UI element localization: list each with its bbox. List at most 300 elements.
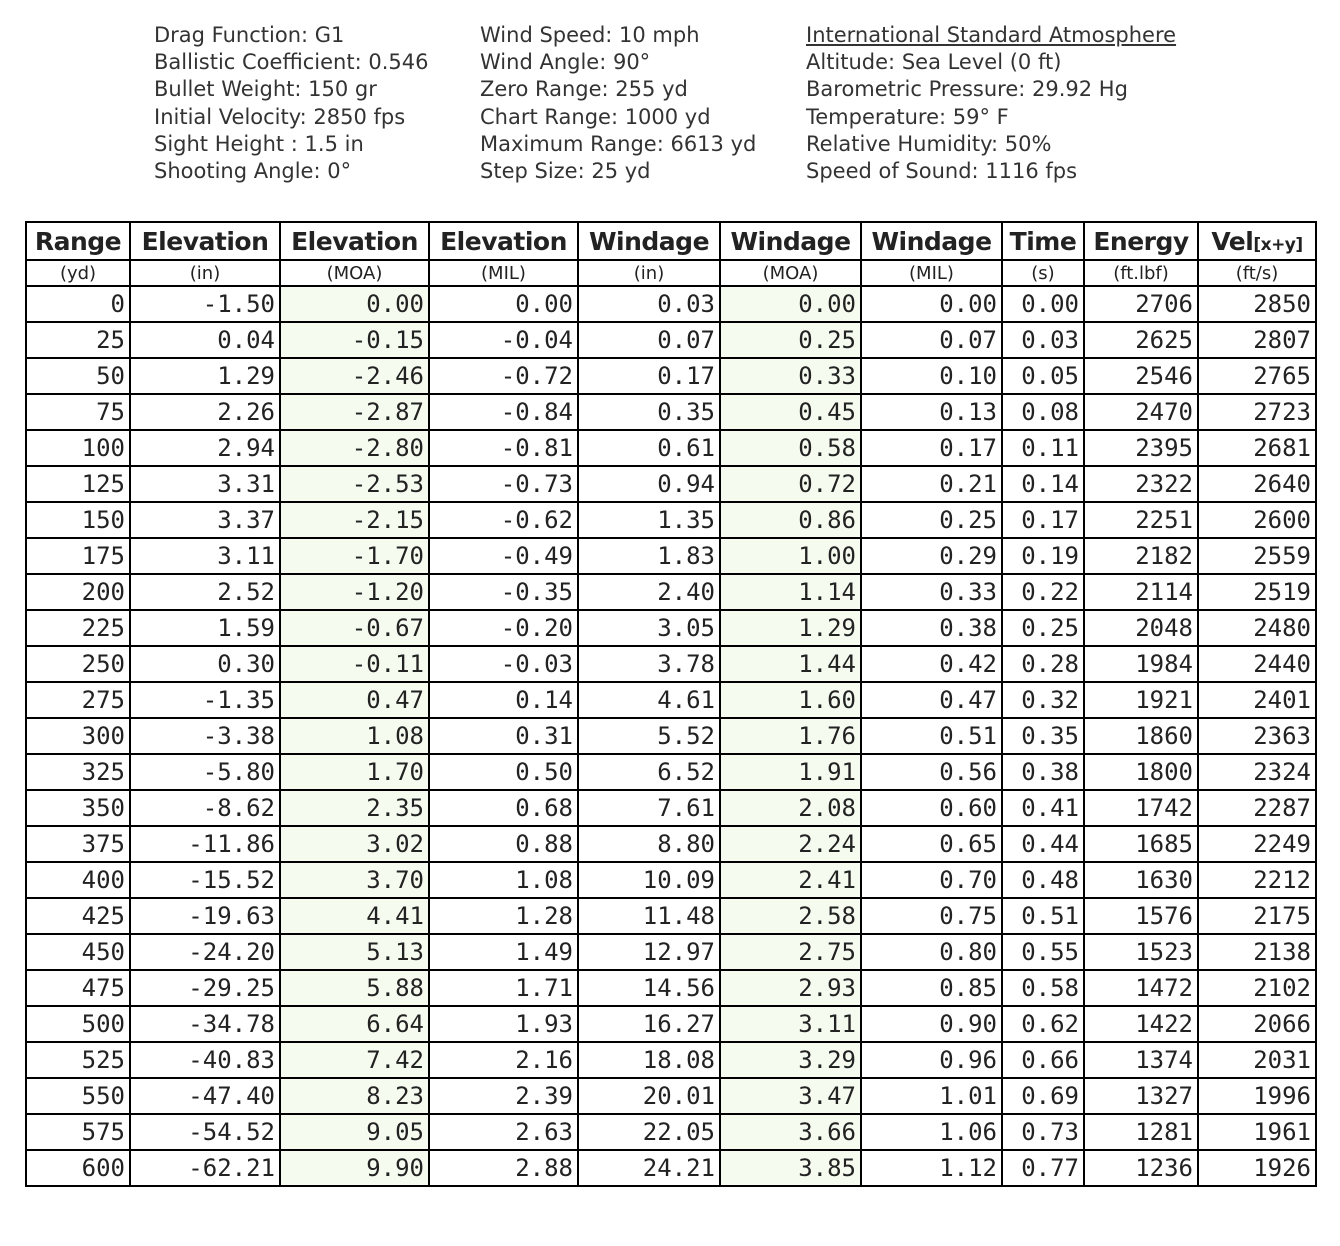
cell-elevation-mil: 2.16 [429, 1042, 578, 1078]
cell-range: 325 [26, 754, 130, 790]
table-row [26, 682, 1316, 718]
cell-velocity: 2212 [1198, 862, 1316, 898]
cell-elevation-in: -1.50 [130, 286, 280, 322]
cell-elevation-moa: -2.46 [280, 358, 429, 394]
header-row [26, 222, 1316, 260]
param-drag-function: Drag Function: G1 [154, 23, 345, 47]
cell-elevation-moa: 2.35 [280, 790, 429, 826]
col-header-energy: Energy [1084, 222, 1198, 260]
cell-windage-mil: 0.00 [861, 286, 1002, 322]
cell-time: 0.32 [1002, 682, 1084, 718]
unit-range: (yd) [26, 260, 130, 286]
cell-elevation-mil: 0.14 [429, 682, 578, 718]
cell-energy: 2625 [1084, 322, 1198, 358]
cell-time: 0.03 [1002, 322, 1084, 358]
cell-elevation-moa: 3.70 [280, 862, 429, 898]
cell-elevation-in: 1.59 [130, 610, 280, 646]
cell-windage-moa: 1.91 [720, 754, 861, 790]
cell-energy: 1630 [1084, 862, 1198, 898]
cell-windage-mil: 0.17 [861, 430, 1002, 466]
table-row [26, 646, 1316, 682]
cell-elevation-mil: -0.35 [429, 574, 578, 610]
cell-velocity: 2519 [1198, 574, 1316, 610]
cell-elevation-mil: -0.84 [429, 394, 578, 430]
cell-range: 275 [26, 682, 130, 718]
cell-time: 0.44 [1002, 826, 1084, 862]
cell-range: 375 [26, 826, 130, 862]
cell-windage-moa: 3.85 [720, 1150, 861, 1186]
cell-velocity: 2480 [1198, 610, 1316, 646]
col-header-elevation-moa: Elevation [280, 222, 429, 260]
cell-time: 0.77 [1002, 1150, 1084, 1186]
cell-windage-in: 11.48 [578, 898, 720, 934]
cell-elevation-moa: -0.15 [280, 322, 429, 358]
cell-energy: 2470 [1084, 394, 1198, 430]
cell-windage-moa: 1.00 [720, 538, 861, 574]
cell-elevation-moa: 9.05 [280, 1114, 429, 1150]
cell-elevation-in: 3.31 [130, 466, 280, 502]
cell-velocity: 2363 [1198, 718, 1316, 754]
cell-time: 0.00 [1002, 286, 1084, 322]
cell-elevation-mil: 0.31 [429, 718, 578, 754]
cell-windage-in: 0.94 [578, 466, 720, 502]
cell-elevation-mil: 2.63 [429, 1114, 578, 1150]
cell-energy: 1860 [1084, 718, 1198, 754]
cell-elevation-in: -62.21 [130, 1150, 280, 1186]
cell-windage-in: 22.05 [578, 1114, 720, 1150]
cell-windage-moa: 0.00 [720, 286, 861, 322]
col-header-windage-in: Windage [578, 222, 720, 260]
cell-windage-moa: 1.44 [720, 646, 861, 682]
cell-range: 300 [26, 718, 130, 754]
cell-elevation-moa: -0.67 [280, 610, 429, 646]
cell-windage-moa: 3.11 [720, 1006, 861, 1042]
cell-energy: 1984 [1084, 646, 1198, 682]
cell-elevation-mil: -0.72 [429, 358, 578, 394]
cell-range: 450 [26, 934, 130, 970]
cell-time: 0.22 [1002, 574, 1084, 610]
cell-elevation-mil: 0.68 [429, 790, 578, 826]
cell-elevation-moa: -2.87 [280, 394, 429, 430]
cell-elevation-mil: 1.93 [429, 1006, 578, 1042]
table-row [26, 358, 1316, 394]
cell-range: 525 [26, 1042, 130, 1078]
cell-windage-mil: 0.38 [861, 610, 1002, 646]
table-row [26, 898, 1316, 934]
cell-elevation-mil: -0.81 [429, 430, 578, 466]
cell-range: 400 [26, 862, 130, 898]
cell-windage-mil: 0.56 [861, 754, 1002, 790]
cell-windage-in: 0.03 [578, 286, 720, 322]
unit-windage-in: (in) [578, 260, 720, 286]
cell-elevation-moa: 8.23 [280, 1078, 429, 1114]
cell-time: 0.66 [1002, 1042, 1084, 1078]
cell-windage-in: 8.80 [578, 826, 720, 862]
cell-range: 500 [26, 1006, 130, 1042]
param-shooting-angle: Shooting Angle: 0° [154, 159, 352, 184]
cell-energy: 2706 [1084, 286, 1198, 322]
cell-range: 50 [26, 358, 130, 394]
cell-windage-moa: 1.60 [720, 682, 861, 718]
unit-windage-moa: (MOA) [720, 260, 861, 286]
cell-elevation-in: -5.80 [130, 754, 280, 790]
cell-velocity: 2559 [1198, 538, 1316, 574]
cell-windage-mil: 0.33 [861, 574, 1002, 610]
cell-elevation-in: 3.11 [130, 538, 280, 574]
cell-velocity: 2102 [1198, 970, 1316, 1006]
cell-energy: 1921 [1084, 682, 1198, 718]
cell-elevation-in: -54.52 [130, 1114, 280, 1150]
cell-velocity: 2175 [1198, 898, 1316, 934]
cell-elevation-mil: 1.49 [429, 934, 578, 970]
cell-time: 0.28 [1002, 646, 1084, 682]
trajectory-table-container [25, 221, 1315, 1187]
unit-windage-mil: (MIL) [861, 260, 1002, 286]
param-chart-range: Chart Range: 1000 yd [480, 104, 711, 129]
cell-energy: 1374 [1084, 1042, 1198, 1078]
cell-velocity: 1996 [1198, 1078, 1316, 1114]
cell-elevation-moa: -2.53 [280, 466, 429, 502]
table-row [26, 574, 1316, 610]
cell-windage-in: 3.78 [578, 646, 720, 682]
cell-windage-moa: 0.72 [720, 466, 861, 502]
cell-elevation-mil: 2.88 [429, 1150, 578, 1186]
cell-energy: 2114 [1084, 574, 1198, 610]
cell-elevation-mil: -0.03 [429, 646, 578, 682]
cell-elevation-mil: 1.28 [429, 898, 578, 934]
cell-windage-moa: 2.75 [720, 934, 861, 970]
cell-windage-in: 20.01 [578, 1078, 720, 1114]
unit-energy: (ft.lbf) [1084, 260, 1198, 286]
cell-windage-moa: 1.14 [720, 574, 861, 610]
cell-energy: 1327 [1084, 1078, 1198, 1114]
table-row [26, 430, 1316, 466]
cell-elevation-in: -1.35 [130, 682, 280, 718]
cell-windage-moa: 2.41 [720, 862, 861, 898]
cell-elevation-in: -3.38 [130, 718, 280, 754]
cell-elevation-moa: 6.64 [280, 1006, 429, 1042]
cell-time: 0.48 [1002, 862, 1084, 898]
cell-velocity: 1926 [1198, 1150, 1316, 1186]
cell-range: 575 [26, 1114, 130, 1150]
cell-windage-mil: 0.42 [861, 646, 1002, 682]
cell-elevation-mil: -0.73 [429, 466, 578, 502]
param-wind-angle: Wind Angle: 90° [480, 50, 651, 75]
cell-energy: 2395 [1084, 430, 1198, 466]
param-relative-humidity: Relative Humidity: 50% [806, 131, 1052, 156]
cell-windage-mil: 0.96 [861, 1042, 1002, 1078]
cell-elevation-in: 2.94 [130, 430, 280, 466]
cell-elevation-moa: 1.08 [280, 718, 429, 754]
cell-windage-moa: 3.66 [720, 1114, 861, 1150]
cell-time: 0.08 [1002, 394, 1084, 430]
cell-time: 0.58 [1002, 970, 1084, 1006]
cell-elevation-in: -11.86 [130, 826, 280, 862]
cell-elevation-moa: -1.70 [280, 538, 429, 574]
cell-windage-mil: 0.21 [861, 466, 1002, 502]
cell-windage-mil: 0.10 [861, 358, 1002, 394]
cell-range: 200 [26, 574, 130, 610]
cell-windage-mil: 0.85 [861, 970, 1002, 1006]
cell-elevation-in: -34.78 [130, 1006, 280, 1042]
cell-velocity: 2765 [1198, 358, 1316, 394]
cell-time: 0.55 [1002, 934, 1084, 970]
cell-velocity: 2640 [1198, 466, 1316, 502]
cell-velocity: 2600 [1198, 502, 1316, 538]
cell-elevation-mil: -0.20 [429, 610, 578, 646]
cell-energy: 2182 [1084, 538, 1198, 574]
cell-time: 0.62 [1002, 1006, 1084, 1042]
table-row [26, 790, 1316, 826]
cell-elevation-moa: 9.90 [280, 1150, 429, 1186]
col-header-elevation-mil: Elevation [429, 222, 578, 260]
unit-velocity: (ft/s) [1198, 260, 1316, 286]
param-initial-velocity: Initial Velocity: 2850 fps [154, 104, 406, 129]
cell-elevation-in: -47.40 [130, 1078, 280, 1114]
cell-windage-in: 14.56 [578, 970, 720, 1006]
ballistics-parameters [154, 22, 1254, 192]
cell-elevation-in: 2.26 [130, 394, 280, 430]
cell-range: 600 [26, 1150, 130, 1186]
cell-elevation-mil: 2.39 [429, 1078, 578, 1114]
table-row [26, 754, 1316, 790]
table-row [26, 538, 1316, 574]
param-wind-speed: Wind Speed: 10 mph [480, 23, 700, 47]
cell-windage-mil: 0.60 [861, 790, 1002, 826]
cell-time: 0.69 [1002, 1078, 1084, 1114]
cell-time: 0.73 [1002, 1114, 1084, 1150]
cell-windage-moa: 2.58 [720, 898, 861, 934]
cell-windage-in: 4.61 [578, 682, 720, 718]
cell-windage-in: 18.08 [578, 1042, 720, 1078]
cell-windage-in: 7.61 [578, 790, 720, 826]
cell-elevation-moa: 0.00 [280, 286, 429, 322]
cell-elevation-mil: -0.49 [429, 538, 578, 574]
cell-elevation-mil: 0.50 [429, 754, 578, 790]
cell-energy: 1472 [1084, 970, 1198, 1006]
cell-velocity: 2401 [1198, 682, 1316, 718]
cell-windage-mil: 0.80 [861, 934, 1002, 970]
cell-range: 75 [26, 394, 130, 430]
atmosphere-link[interactable]: International Standard Atmosphere [806, 23, 1177, 47]
cell-windage-moa: 1.76 [720, 718, 861, 754]
cell-velocity: 2850 [1198, 286, 1316, 322]
cell-time: 0.35 [1002, 718, 1084, 754]
cell-time: 0.17 [1002, 502, 1084, 538]
cell-windage-in: 0.35 [578, 394, 720, 430]
cell-velocity: 1961 [1198, 1114, 1316, 1150]
cell-energy: 1576 [1084, 898, 1198, 934]
cell-elevation-mil: 1.71 [429, 970, 578, 1006]
cell-windage-in: 5.52 [578, 718, 720, 754]
param-barometric-pressure: Barometric Pressure: 29.92 Hg [806, 77, 1128, 102]
table-row [26, 610, 1316, 646]
velocity-sub-label: [x+y] [1253, 234, 1303, 255]
cell-windage-in: 16.27 [578, 1006, 720, 1042]
cell-range: 150 [26, 502, 130, 538]
cell-elevation-in: 0.30 [130, 646, 280, 682]
cell-elevation-mil: 0.00 [429, 286, 578, 322]
cell-range: 25 [26, 322, 130, 358]
cell-time: 0.19 [1002, 538, 1084, 574]
col-header-windage-moa: Windage [720, 222, 861, 260]
col-header-windage-mil: Windage [861, 222, 1002, 260]
atmosphere-parameters [806, 22, 1176, 185]
cell-elevation-in: -15.52 [130, 862, 280, 898]
cell-windage-mil: 0.29 [861, 538, 1002, 574]
cell-windage-moa: 0.33 [720, 358, 861, 394]
cell-windage-moa: 2.08 [720, 790, 861, 826]
cell-energy: 1742 [1084, 790, 1198, 826]
cell-range: 175 [26, 538, 130, 574]
cell-range: 425 [26, 898, 130, 934]
cell-energy: 1236 [1084, 1150, 1198, 1186]
cell-windage-in: 6.52 [578, 754, 720, 790]
table-row [26, 466, 1316, 502]
cell-elevation-moa: -0.11 [280, 646, 429, 682]
cell-elevation-moa: 7.42 [280, 1042, 429, 1078]
trajectory-table-body [26, 286, 1316, 1186]
cell-elevation-moa: 4.41 [280, 898, 429, 934]
cell-windage-moa: 2.93 [720, 970, 861, 1006]
cell-range: 475 [26, 970, 130, 1006]
table-row [26, 1006, 1316, 1042]
unit-elevation-mil: (MIL) [429, 260, 578, 286]
cell-time: 0.25 [1002, 610, 1084, 646]
cell-windage-in: 3.05 [578, 610, 720, 646]
cell-velocity: 2681 [1198, 430, 1316, 466]
cell-windage-in: 0.17 [578, 358, 720, 394]
cell-range: 225 [26, 610, 130, 646]
param-maximum-range: Maximum Range: 6613 yd [480, 131, 757, 156]
cell-velocity: 2287 [1198, 790, 1316, 826]
cell-velocity: 2031 [1198, 1042, 1316, 1078]
param-temperature: Temperature: 59° F [806, 104, 1009, 129]
param-ballistic-coefficient: Ballistic Coefficient: 0.546 [154, 50, 429, 75]
col-header-velocity [1198, 222, 1316, 260]
cell-windage-mil: 0.13 [861, 394, 1002, 430]
cell-elevation-moa: -1.20 [280, 574, 429, 610]
velocity-label: Vel [1211, 226, 1254, 256]
cell-elevation-in: -29.25 [130, 970, 280, 1006]
cell-energy: 2322 [1084, 466, 1198, 502]
cell-elevation-mil: 0.88 [429, 826, 578, 862]
cell-velocity: 2249 [1198, 826, 1316, 862]
cell-energy: 1800 [1084, 754, 1198, 790]
cell-elevation-moa: 5.88 [280, 970, 429, 1006]
param-altitude: Altitude: Sea Level (0 ft) [806, 50, 1062, 75]
cell-elevation-in: -19.63 [130, 898, 280, 934]
cell-windage-mil: 1.12 [861, 1150, 1002, 1186]
cell-elevation-moa: 3.02 [280, 826, 429, 862]
table-row [26, 1150, 1316, 1186]
cell-windage-in: 10.09 [578, 862, 720, 898]
cell-windage-moa: 0.58 [720, 430, 861, 466]
cell-windage-mil: 0.25 [861, 502, 1002, 538]
table-row [26, 502, 1316, 538]
cell-elevation-mil: -0.62 [429, 502, 578, 538]
cell-elevation-moa: 1.70 [280, 754, 429, 790]
col-header-elevation-in: Elevation [130, 222, 280, 260]
cell-windage-moa: 2.24 [720, 826, 861, 862]
col-header-range: Range [26, 222, 130, 260]
range-parameters [480, 22, 756, 185]
table-row [26, 1042, 1316, 1078]
cell-elevation-in: -8.62 [130, 790, 280, 826]
cell-windage-in: 1.35 [578, 502, 720, 538]
cell-velocity: 2066 [1198, 1006, 1316, 1042]
cell-energy: 1281 [1084, 1114, 1198, 1150]
cell-windage-mil: 1.06 [861, 1114, 1002, 1150]
cell-elevation-in: 2.52 [130, 574, 280, 610]
cell-velocity: 2440 [1198, 646, 1316, 682]
table-row [26, 934, 1316, 970]
cell-elevation-in: 1.29 [130, 358, 280, 394]
cell-time: 0.05 [1002, 358, 1084, 394]
table-row [26, 286, 1316, 322]
trajectory-table [25, 221, 1317, 1187]
cell-windage-in: 24.21 [578, 1150, 720, 1186]
cell-windage-moa: 3.47 [720, 1078, 861, 1114]
cell-velocity: 2723 [1198, 394, 1316, 430]
cell-time: 0.14 [1002, 466, 1084, 502]
cell-windage-moa: 0.86 [720, 502, 861, 538]
cell-time: 0.11 [1002, 430, 1084, 466]
cell-windage-in: 2.40 [578, 574, 720, 610]
cell-windage-mil: 0.51 [861, 718, 1002, 754]
param-sight-height: Sight Height : 1.5 in [154, 131, 364, 156]
cell-windage-moa: 0.45 [720, 394, 861, 430]
cell-windage-in: 0.07 [578, 322, 720, 358]
cell-elevation-moa: 0.47 [280, 682, 429, 718]
param-speed-of-sound: Speed of Sound: 1116 fps [806, 159, 1078, 184]
cell-elevation-in: -24.20 [130, 934, 280, 970]
unit-elevation-moa: (MOA) [280, 260, 429, 286]
cell-elevation-in: 3.37 [130, 502, 280, 538]
cell-windage-mil: 0.65 [861, 826, 1002, 862]
cell-range: 350 [26, 790, 130, 826]
table-row [26, 394, 1316, 430]
cell-range: 0 [26, 286, 130, 322]
cell-energy: 1422 [1084, 1006, 1198, 1042]
cell-windage-moa: 1.29 [720, 610, 861, 646]
table-row [26, 718, 1316, 754]
cell-windage-mil: 0.70 [861, 862, 1002, 898]
units-row [26, 260, 1316, 286]
cell-windage-in: 1.83 [578, 538, 720, 574]
cell-windage-in: 0.61 [578, 430, 720, 466]
cell-range: 550 [26, 1078, 130, 1114]
table-row [26, 970, 1316, 1006]
cell-windage-mil: 0.90 [861, 1006, 1002, 1042]
cell-energy: 1523 [1084, 934, 1198, 970]
table-row [26, 862, 1316, 898]
cell-energy: 2546 [1084, 358, 1198, 394]
cell-velocity: 2324 [1198, 754, 1316, 790]
cell-windage-moa: 3.29 [720, 1042, 861, 1078]
cell-velocity: 2138 [1198, 934, 1316, 970]
cell-windage-mil: 0.47 [861, 682, 1002, 718]
cell-elevation-moa: -2.80 [280, 430, 429, 466]
table-row [26, 826, 1316, 862]
col-header-time: Time [1002, 222, 1084, 260]
cell-elevation-moa: -2.15 [280, 502, 429, 538]
cell-elevation-in: -40.83 [130, 1042, 280, 1078]
cell-elevation-moa: 5.13 [280, 934, 429, 970]
cell-energy: 2251 [1084, 502, 1198, 538]
unit-time: (s) [1002, 260, 1084, 286]
cell-elevation-mil: -0.04 [429, 322, 578, 358]
